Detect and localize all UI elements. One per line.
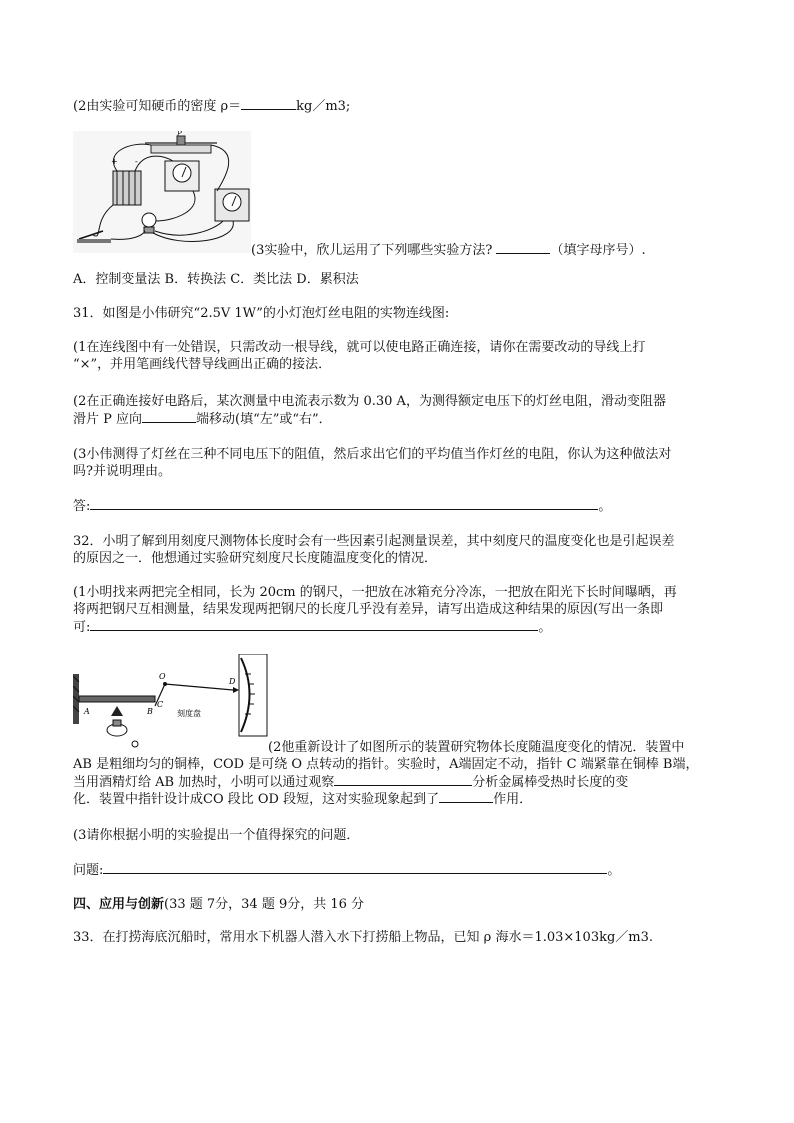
q31-part2-line2: 滑片 P 应向 端移动(填“左”或“右”． xyxy=(73,412,332,427)
section4-heading: 四、应用与创新(33 题 7分，34 题 9分，共 16 分 xyxy=(73,897,365,912)
rheostat-label-p: P xyxy=(177,131,182,138)
label-a: A xyxy=(84,707,90,716)
effect-blank[interactable] xyxy=(439,790,493,803)
q32-part1-line1: (1小明找来两把完全相同，长为 20cm 的钢尺，一把放在冰箱充分冷冻，一把放在阳光下长时间曝晒，再 xyxy=(73,585,677,600)
rod-figure xyxy=(73,654,268,754)
q31-part1-line1: (1在连线图中有一处错误，只需改动一根导线，就可以使电路正确连接，请你在需要改动的导线上打 xyxy=(73,340,646,355)
q30-part2: (2由实验可知硬币的密度 ρ＝ kg／m3; xyxy=(73,99,351,114)
direction-blank[interactable] xyxy=(142,410,196,423)
q32-part2-line2: AB 是粗细均匀的铜棒，COD 是可绕 O 点转动的指针。实验时，A端固定不动，指针 C 端紧靠在铜棒 B端， xyxy=(73,757,699,772)
q32-part1-line3: 可: 。 xyxy=(73,620,552,635)
q31-answer: 答: 。 xyxy=(73,499,612,514)
q31-part3-line2: 吗?并说明理由。 xyxy=(73,464,171,479)
methods-blank[interactable] xyxy=(496,241,550,254)
question-blank[interactable] xyxy=(103,861,607,874)
circuit-figure xyxy=(73,131,251,253)
q32-question: 问题: 。 xyxy=(73,863,621,878)
q32-part2-line3: 当用酒精灯给 AB 加热时，小明可以通过观察 分析金属棒受热时长度的变 xyxy=(73,775,629,790)
answer-blank[interactable] xyxy=(90,497,598,510)
observe-blank[interactable] xyxy=(334,773,472,786)
q32-part1-line2: 将两把钢尺互相测量，结果发现两把钢尺的长度几乎没有差异，请写出造成这种结果的原因(写出一条即 xyxy=(73,602,664,617)
q32-part2-line4: 化．装置中指针设计成CO 段比 OD 段短，这对实验现象起到了 作用． xyxy=(73,792,533,807)
q32-title-line1: 32．小明了解到用刻度尺测物体长度时会有一些因素引起测量误差，其中刻度尺的温度变化也是引起误差 xyxy=(73,534,675,549)
battery-plus-label: + xyxy=(111,157,118,166)
reason-blank[interactable] xyxy=(90,618,538,631)
label-o: O xyxy=(159,672,166,681)
q32-title-line2: 的原因之一．他想通过实验研究刻度尺长度随温度变化的情况． xyxy=(73,551,438,566)
q31-title: 31．如图是小伟研究“2.5V 1W”的小灯泡灯丝电阻的实物连线图: xyxy=(73,306,450,321)
q30-options: A．控制变量法 B．转换法 C．类比法 D．累积法 xyxy=(73,272,359,287)
q33-text: 33．在打捞海底沉船时，常用水下机器人潜入水下打捞船上物品，已知 ρ 海水＝1.03×103kg／m3. xyxy=(73,930,654,945)
label-b: B xyxy=(147,707,153,716)
q31-part1-line2: “×”，并用笔画线代替导线画出正确的接法． xyxy=(73,357,332,372)
q30-part3: (3实验中，欣儿运用了下列哪些实验方法? （填字母序号）. xyxy=(251,243,646,258)
q31-part3-line1: (3小伟测得了灯丝在三种不同电压下的阻值，然后求出它们的平均值当作灯丝的电阻，你认为这种做法对 xyxy=(73,447,672,462)
density-blank[interactable] xyxy=(241,97,296,110)
label-d: D xyxy=(229,677,236,686)
q32-part2-line1: (2他重新设计了如图所示的装置研究物体长度随温度变化的情况．装置中 xyxy=(268,740,685,755)
scale-label: 刻度盘 xyxy=(177,709,201,718)
q32-part3: (3请你根据小明的实验提出一个值得探究的问题． xyxy=(73,828,360,843)
battery-minus-label: - xyxy=(135,157,138,166)
q31-part2-line1: (2在正确连接好电路后，某次测量中电流表示数为 0.30 A，为测得额定电压下的灯丝电阻，滑动变阻器 xyxy=(73,394,666,409)
label-c: C xyxy=(157,700,164,709)
